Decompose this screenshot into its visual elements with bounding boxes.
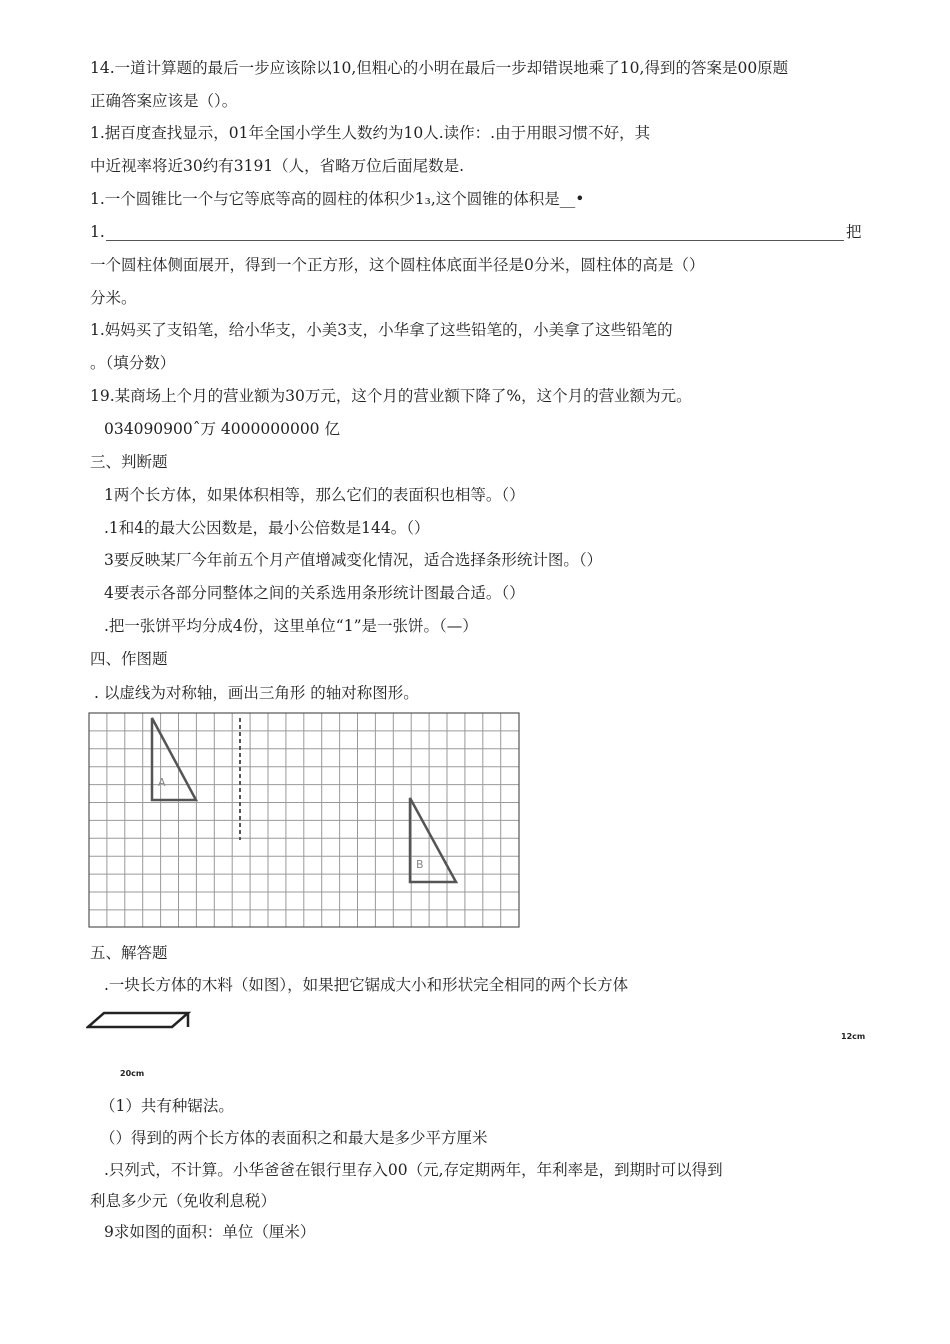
dimension-20cm: 20cm [120,1069,145,1078]
question-16: 1.一个圆锥比一个与它等底等高的圆柱的体积少1₃,这个圆锥的体积是__• [90,190,585,208]
question-19: 19.某商场上个月的营业额为30万元，这个月的营业额下降了%，这个月的营业额为元。 [90,387,692,405]
judge-item-5: .把一张饼平均分成4份，这里单位“1”是一张饼。（—） [104,617,478,635]
answer-blank-line [106,240,844,241]
judge-item-4: 4要表示各部分同整体之间的关系选用条形统计图最合适。（） [104,584,525,602]
question-14-line1: 14.一道计算题的最后一步应该除以10,但粗心的小明在最后一步却错误地乘了10,得到的答案是00原题 [90,59,789,77]
section-3-title: 三、判断题 [90,453,168,471]
judge-item-3: 3要反映某厂今年前五个月产值增减变化情况，适合选择条形统计图。（） [104,551,603,569]
solve-question-1-part-2: （）得到的两个长方体的表面积之和最大是多少平方厘米 [100,1129,488,1147]
answer-values: 034090900ˆ万 4000000000 亿 [104,420,340,438]
question-18-line1: 1.妈妈买了支铅笔，给小华支，小美3支，小华拿了这些铅笔的，小美拿了这些铅笔的 [90,321,673,339]
block-top-face [88,1013,188,1027]
solve-question-1: .一块长方体的木料（如图），如果把它锯成大小和形状完全相同的两个长方体 [104,976,629,994]
question-14-line2: 正确答案应该是（）。 [90,92,238,110]
dimension-12cm: 12cm [841,1032,866,1041]
question-17-line3: 分米。 [90,289,137,307]
question-17-line2: 一个圆柱体侧面展开，得到一个正方形，这个圆柱体底面半径是0分米，圆柱体的高是（） [90,256,705,274]
judge-item-2: .1和4的最大公因数是，最小公倍数是144。（） [104,519,430,537]
solve-question-2-line2: 利息多少元（免收利息税） [90,1192,277,1210]
triangle-a-label: A [158,776,166,789]
solve-question-3: 9求如图的面积：单位（厘米） [104,1223,316,1241]
section-5-title: 五、解答题 [90,944,168,962]
solve-question-2-line1: .只列式，不计算。小华爸爸在银行里存入00（元,存定期两年，年利率是，到期时可以得到 [104,1161,723,1179]
section-4-title: 四、作图题 [90,650,168,668]
question-17-suffix: 把 [846,223,862,241]
wood-block-figure [86,1010,192,1030]
question-17-prefix: 1. [90,223,105,241]
grid-diagram [88,712,522,930]
question-15-line2: 中近视率将近30约有3191（人，省略万位后面尾数是. [90,157,465,175]
question-18-line2: 。（填分数） [90,354,176,372]
solve-question-1-part-1: （1）共有种锯法。 [100,1097,234,1115]
drawing-prompt: . 以虚线为对称轴，画出三角形 的轴对称图形。 [94,684,419,702]
judge-item-1: 1两个长方体，如果体积相等，那么它们的表面积也相等。（） [104,486,525,504]
triangle-b-label: B [416,858,424,871]
question-15-line1: 1.据百度查找显示，01年全国小学生人数约为10人.读作：.由于用眼习惯不好，其 [90,124,651,142]
